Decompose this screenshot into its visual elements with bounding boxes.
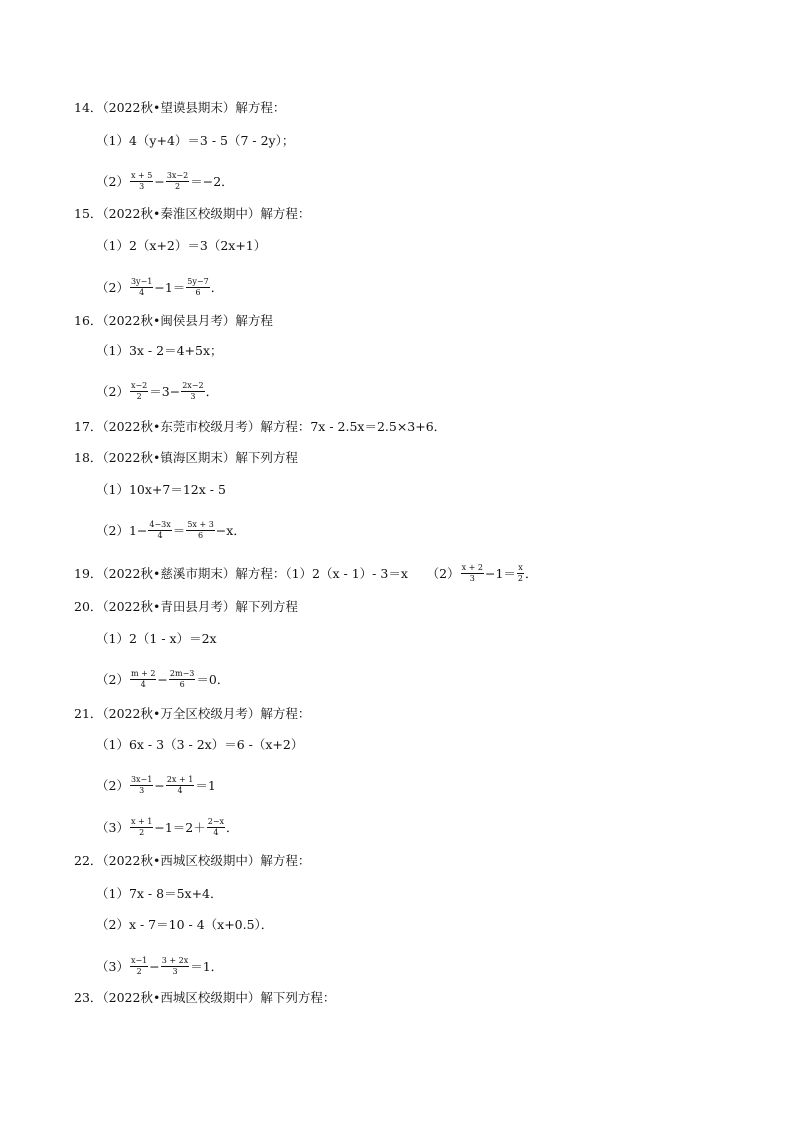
fraction-denominator: 4 [140, 680, 146, 690]
fraction-numerator: 3 + 2x [161, 957, 189, 967]
question-heading [74, 315, 273, 328]
sub-problem [96, 888, 223, 901]
text-segment: ． [525, 565, 538, 581]
fraction-denominator: 3 [190, 392, 196, 402]
fraction-numerator: 2m−3 [169, 670, 195, 680]
fraction-denominator: 6 [179, 680, 185, 690]
text-segment: 22．（2022秋•西城区校级期中）解方程： [74, 853, 311, 868]
text-segment: （1）10x+7＝12x - 5 [96, 482, 226, 497]
sub-problem [96, 345, 223, 358]
text-segment: 18．（2022秋•镇海区期末）解下列方程 [74, 450, 298, 465]
text-segment: （1）7x - 8＝5x+4． [96, 886, 223, 901]
text-segment: ． [226, 819, 239, 835]
fraction-denominator: 2 [174, 182, 181, 192]
fraction [130, 776, 153, 796]
fraction [186, 278, 209, 298]
fraction-numerator: 3y−1 [130, 278, 153, 288]
fraction-numerator: 2x + 1 [166, 776, 194, 786]
fraction-denominator: 2 [517, 574, 523, 584]
fraction-denominator: 6 [198, 531, 204, 541]
fraction [186, 521, 214, 541]
fraction-numerator: 2−x [207, 818, 225, 828]
question-heading [74, 855, 310, 868]
sub-problem [96, 776, 216, 796]
fraction [181, 382, 204, 402]
text-segment: （2）1− [96, 522, 148, 538]
text-segment: 20．（2022秋•青田县月考）解下列方程 [74, 599, 298, 614]
text-segment: （3） [96, 819, 129, 835]
text-segment: （2） [96, 383, 129, 399]
question-heading [74, 564, 538, 584]
text-segment: （2） [96, 671, 129, 687]
fraction [517, 564, 524, 584]
text-segment: − [154, 777, 165, 793]
fraction [161, 957, 189, 977]
question-heading [74, 601, 298, 614]
fraction [166, 172, 189, 192]
fraction-denominator: 3 [172, 967, 178, 977]
text-segment: （1）3x - 2＝4+5x； [96, 343, 223, 358]
text-segment: （1）4（y+4）＝3 - 5（7 - 2y）； [96, 133, 295, 148]
fraction-numerator: 2x−2 [181, 382, 204, 392]
question-heading [74, 708, 310, 721]
text-segment: 21．（2022秋•万全区校级月考）解方程： [74, 706, 311, 721]
sub-problem [96, 957, 223, 977]
fraction-denominator: 2 [136, 967, 142, 977]
question-heading [74, 452, 298, 465]
text-segment: 16．（2022秋•闽侯县月考）解方程 [74, 313, 273, 328]
sub-problem [96, 919, 273, 932]
text-segment: （1）2（x+2）＝3（2x+1） [96, 238, 267, 253]
fraction-denominator: 2 [139, 828, 145, 838]
fraction [148, 521, 171, 541]
fraction-numerator: 5x + 3 [186, 521, 214, 531]
fraction-numerator: x + 5 [130, 172, 153, 182]
fraction [169, 670, 195, 690]
text-segment: （1）6x - 3（3 - 2x）＝6 -（x+2） [96, 737, 304, 752]
text-segment: （2） [96, 279, 129, 295]
text-segment: （2）x - 7＝10 - 4（x+0.5）． [96, 917, 274, 932]
fraction-denominator: 6 [195, 288, 201, 298]
fraction-numerator: m + 2 [130, 670, 156, 680]
question-heading [74, 992, 335, 1005]
sub-problem [96, 382, 218, 402]
text-segment: （2） [96, 777, 129, 793]
sub-problem [96, 633, 217, 646]
text-segment: ＝3− [149, 383, 181, 399]
question-heading [74, 421, 446, 434]
sub-problem [96, 670, 229, 690]
fraction-numerator: x−1 [130, 957, 148, 967]
fraction-denominator: 4 [177, 786, 183, 796]
text-segment: 17．（2022秋•东莞市校级月考）解方程：7x - 2.5x＝2.5×3+6． [74, 419, 447, 434]
fraction-denominator: 4 [139, 288, 145, 298]
text-segment: −1＝ [484, 565, 516, 581]
text-segment: 14．（2022秋•望谟县期末）解方程： [74, 100, 286, 115]
fraction-denominator: 4 [157, 531, 163, 541]
text-segment: ＝1． [190, 958, 224, 974]
sub-problem [96, 739, 303, 752]
sub-problem [96, 484, 226, 497]
text-segment: − [157, 671, 168, 687]
fraction [130, 278, 153, 298]
fraction-numerator: x [517, 564, 524, 574]
fraction-denominator: 3 [139, 786, 145, 796]
sub-problem [96, 172, 234, 192]
text-segment: − [154, 173, 165, 189]
fraction [461, 564, 484, 584]
sub-problem [96, 240, 266, 253]
question-heading [74, 208, 310, 221]
fraction [130, 818, 153, 838]
question-heading [74, 102, 285, 115]
text-segment: ． [205, 383, 219, 399]
text-segment: ＝−2． [190, 173, 234, 189]
text-segment: ． [210, 279, 224, 295]
fraction-numerator: x−2 [130, 382, 148, 392]
fraction-denominator: 3 [469, 574, 475, 584]
text-segment: （3） [96, 958, 129, 974]
fraction [166, 776, 194, 796]
text-segment: 19．（2022秋•慈溪市期末）解方程：（1）2（x - 1）- 3＝x （2） [74, 565, 460, 581]
fraction-denominator: 3 [139, 182, 145, 192]
fraction [207, 818, 225, 838]
fraction [130, 172, 153, 192]
sub-problem [96, 818, 239, 838]
text-segment: −1＝2＋ [154, 819, 206, 835]
fraction-denominator: 2 [136, 392, 142, 402]
sub-problem [96, 278, 223, 298]
text-segment: ＝1 [195, 777, 216, 793]
fraction-numerator: 3x−2 [166, 172, 189, 182]
fraction [130, 957, 148, 977]
sub-problem [96, 135, 294, 148]
fraction-numerator: 3x−1 [130, 776, 153, 786]
text-segment: ＝0． [196, 671, 230, 687]
fraction-numerator: x + 1 [130, 818, 153, 828]
fraction-numerator: 5y−7 [186, 278, 209, 288]
sub-problem [96, 521, 246, 541]
text-segment: （1）2（1 - x）＝2x [96, 631, 217, 646]
text-segment: −x． [215, 522, 246, 538]
fraction-numerator: x + 2 [461, 564, 484, 574]
text-segment: 15．（2022秋•秦淮区校级期中）解方程： [74, 206, 311, 221]
text-segment: ＝ [172, 522, 186, 538]
text-segment: 23．（2022秋•西城区校级期中）解下列方程： [74, 990, 336, 1005]
text-segment: − [149, 958, 160, 974]
fraction [130, 382, 148, 402]
fraction-denominator: 4 [213, 828, 219, 838]
fraction-numerator: 4−3x [148, 521, 171, 531]
text-segment: （2） [96, 173, 129, 189]
fraction [130, 670, 156, 690]
text-segment: −1＝ [154, 279, 186, 295]
